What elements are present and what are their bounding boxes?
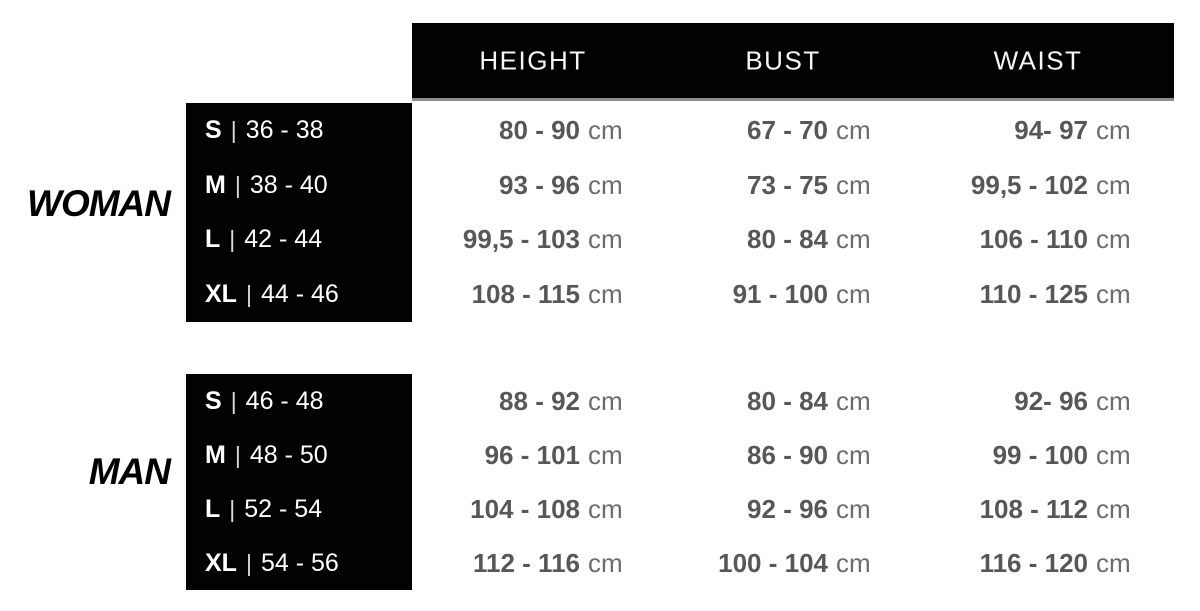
- man-size-box: [186, 374, 412, 590]
- value-range: 86 - 90: [747, 439, 828, 470]
- woman-size-row-s: [186, 103, 412, 158]
- woman-bust-l: [660, 213, 878, 268]
- unit-label: cm: [836, 493, 871, 524]
- value-range: 80 - 84: [747, 224, 828, 255]
- value-range: 80 - 90: [499, 114, 580, 145]
- man-bust-s: [660, 374, 878, 428]
- man-bust-xl: [660, 536, 878, 590]
- value-range: 67 - 70: [747, 114, 828, 145]
- value-range: 96 - 101: [484, 439, 580, 470]
- unit-label: cm: [1096, 547, 1131, 578]
- group-label-woman: WOMAN: [27, 183, 170, 224]
- value-range: 91 - 100: [732, 279, 828, 310]
- size-letter: S: [205, 386, 222, 415]
- value-range: 104 - 108: [470, 493, 580, 524]
- woman-waist-m: [920, 158, 1138, 213]
- woman-waist-column: [920, 103, 1138, 322]
- size-eu-range: 38 - 40: [249, 170, 328, 199]
- value-range: 92 - 96: [747, 493, 828, 524]
- size-letter: XL: [205, 548, 237, 577]
- unit-label: cm: [836, 385, 871, 416]
- unit-label: cm: [588, 547, 623, 578]
- man-waist-xl: [920, 536, 1138, 590]
- unit-label: cm: [1096, 279, 1131, 310]
- size-letter: XL: [205, 280, 237, 309]
- unit-label: cm: [588, 493, 623, 524]
- woman-size-box: [186, 103, 412, 322]
- man-height-l: [412, 482, 630, 536]
- unit-label: cm: [1096, 224, 1131, 255]
- man-size-row-xl: [186, 536, 412, 590]
- size-separator: |: [230, 116, 237, 143]
- man-height-xl: [412, 536, 630, 590]
- unit-label: cm: [1096, 169, 1131, 200]
- unit-label: cm: [1096, 493, 1131, 524]
- size-letter: L: [205, 494, 221, 523]
- value-range: 100 - 104: [718, 547, 828, 578]
- man-bust-column: [660, 374, 878, 590]
- size-eu-range: 36 - 38: [245, 115, 324, 144]
- woman-height-s: [412, 103, 630, 158]
- woman-bust-s: [660, 103, 878, 158]
- size-eu-range: 46 - 48: [245, 386, 324, 415]
- man-size-row-m: [186, 428, 412, 482]
- value-range: 73 - 75: [747, 169, 828, 200]
- value-range: 99,5 - 103: [462, 224, 580, 255]
- size-separator: |: [234, 441, 241, 468]
- column-header-bar: [412, 23, 1174, 101]
- size-separator: |: [245, 549, 252, 576]
- size-letter: S: [205, 115, 222, 144]
- woman-size-row-xl: [186, 267, 412, 322]
- woman-height-l: [412, 213, 630, 268]
- woman-bust-column: [660, 103, 878, 322]
- column-header-height: HEIGHT: [479, 45, 587, 75]
- unit-label: cm: [836, 279, 871, 310]
- size-letter: M: [205, 440, 226, 469]
- unit-label: cm: [588, 279, 623, 310]
- woman-height-column: [412, 103, 630, 322]
- unit-label: cm: [588, 169, 623, 200]
- size-eu-range: 54 - 56: [260, 548, 339, 577]
- man-height-m: [412, 428, 630, 482]
- woman-bust-m: [660, 158, 878, 213]
- size-separator: |: [229, 226, 236, 253]
- column-header-waist: WAIST: [993, 45, 1083, 75]
- unit-label: cm: [836, 114, 871, 145]
- man-height-column: [412, 374, 630, 590]
- size-letter: M: [205, 170, 226, 199]
- size-separator: |: [245, 281, 252, 308]
- value-range: 108 - 115: [471, 279, 580, 310]
- size-letter: L: [205, 225, 221, 254]
- column-header-bust: BUST: [745, 45, 821, 75]
- man-size-row-s: [186, 374, 412, 428]
- value-range: 112 - 116: [473, 547, 580, 578]
- woman-waist-xl: [920, 267, 1138, 322]
- size-eu-range: 48 - 50: [249, 440, 328, 469]
- value-range: 99 - 100: [992, 439, 1088, 470]
- value-range: 80 - 84: [747, 385, 828, 416]
- woman-size-row-l: [186, 213, 412, 268]
- unit-label: cm: [588, 439, 623, 470]
- size-separator: |: [234, 171, 241, 198]
- unit-label: cm: [1096, 439, 1131, 470]
- unit-label: cm: [836, 224, 871, 255]
- value-range: 108 - 112: [979, 493, 1088, 524]
- woman-height-xl: [412, 267, 630, 322]
- unit-label: cm: [836, 439, 871, 470]
- woman-height-m: [412, 158, 630, 213]
- value-range: 92- 96: [1014, 385, 1088, 416]
- value-range: 88 - 92: [499, 385, 580, 416]
- unit-label: cm: [588, 224, 623, 255]
- size-eu-range: 52 - 54: [244, 494, 323, 523]
- man-waist-l: [920, 482, 1138, 536]
- man-waist-column: [920, 374, 1138, 590]
- woman-waist-l: [920, 213, 1138, 268]
- woman-waist-s: [920, 103, 1138, 158]
- woman-size-row-m: [186, 158, 412, 213]
- value-range: 116 - 120: [979, 547, 1088, 578]
- value-range: 94- 97: [1014, 114, 1088, 145]
- man-waist-s: [920, 374, 1138, 428]
- man-height-s: [412, 374, 630, 428]
- size-separator: |: [230, 387, 237, 414]
- unit-label: cm: [836, 169, 871, 200]
- unit-label: cm: [588, 114, 623, 145]
- unit-label: cm: [588, 385, 623, 416]
- value-range: 93 - 96: [499, 169, 580, 200]
- size-separator: |: [229, 495, 236, 522]
- value-range: 106 - 110: [979, 224, 1088, 255]
- man-bust-m: [660, 428, 878, 482]
- unit-label: cm: [1096, 385, 1131, 416]
- value-range: 110 - 125: [979, 279, 1088, 310]
- man-waist-m: [920, 428, 1138, 482]
- group-label-man: MAN: [88, 451, 170, 492]
- unit-label: cm: [1096, 114, 1131, 145]
- man-bust-l: [660, 482, 878, 536]
- man-size-row-l: [186, 482, 412, 536]
- size-eu-range: 44 - 46: [260, 280, 339, 309]
- size-eu-range: 42 - 44: [244, 225, 323, 254]
- unit-label: cm: [836, 547, 871, 578]
- value-range: 99,5 - 102: [970, 169, 1088, 200]
- woman-bust-xl: [660, 267, 878, 322]
